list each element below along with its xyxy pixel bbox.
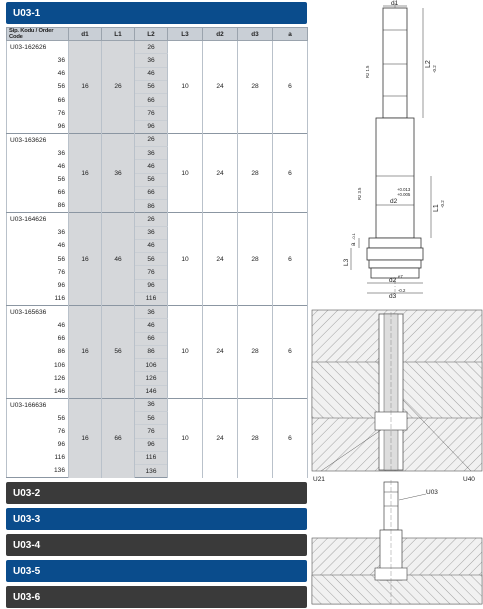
cell-order-code: 36 xyxy=(7,226,69,239)
table-row xyxy=(7,41,308,54)
cell-l2: 96 xyxy=(135,279,168,292)
cell-a: 6 xyxy=(273,41,308,134)
dim-d2-tol-bot: +0.005 xyxy=(397,192,411,197)
cell-l2: 96 xyxy=(135,438,168,451)
section-header-u03-6[interactable] xyxy=(6,586,307,608)
cell-order-code: 66 xyxy=(7,186,69,199)
label-u03: U03 xyxy=(426,489,438,496)
cell-d2: 24 xyxy=(203,133,238,213)
col-header-d1: d1 xyxy=(69,28,102,41)
cell-d2: 24 xyxy=(203,41,238,134)
cell-order-code: 136 xyxy=(7,465,69,478)
table-row xyxy=(7,213,308,226)
cell-order-code: 116 xyxy=(7,451,69,464)
cell-d3: 28 xyxy=(238,306,273,399)
cell-l2: 46 xyxy=(135,67,168,80)
table-body xyxy=(7,41,308,478)
table-row xyxy=(7,306,308,319)
dim-a-tol: -0.1 xyxy=(351,233,356,240)
cell-l2: 96 xyxy=(135,120,168,133)
label-u40: U40 xyxy=(463,476,475,483)
cell-order-code: 56 xyxy=(7,80,69,93)
cell-l2: 76 xyxy=(135,425,168,438)
cell-l2: 36 xyxy=(135,398,168,411)
cell-order-code: 86 xyxy=(7,200,69,213)
cell-order-code: U03-166636 xyxy=(7,398,69,411)
cell-order-code: 66 xyxy=(7,332,69,345)
cell-order-code: 96 xyxy=(7,438,69,451)
cell-a: 6 xyxy=(273,398,308,478)
cell-l2: 56 xyxy=(135,173,168,186)
cell-order-code: 36 xyxy=(7,147,69,160)
cell-order-code: 46 xyxy=(7,67,69,80)
cell-l3: 10 xyxy=(168,41,203,134)
section-label: U03-1 xyxy=(13,7,41,19)
cell-d1: 16 xyxy=(69,41,102,134)
col-header-a: a xyxy=(273,28,308,41)
technical-drawings xyxy=(311,0,483,609)
cell-l2: 26 xyxy=(135,133,168,146)
cell-l2: 66 xyxy=(135,186,168,199)
cell-d3: 28 xyxy=(238,41,273,134)
roughness-2: Rz 3.5 xyxy=(357,187,362,200)
dim-d3: d3 xyxy=(389,293,397,300)
cell-l2: 66 xyxy=(135,332,168,345)
cell-order-code: 56 xyxy=(7,412,69,425)
section-label: U03-4 xyxy=(13,539,41,551)
roughness-1: Rz 1.5 xyxy=(365,65,370,78)
cell-order-code: 96 xyxy=(7,279,69,292)
cell-order-code: 146 xyxy=(7,385,69,398)
dim-d2-tol-top: +0.013 xyxy=(397,187,411,192)
left-panel xyxy=(6,2,307,608)
cell-l2: 56 xyxy=(135,253,168,266)
cell-order-code: 96 xyxy=(7,120,69,133)
cell-order-code: 76 xyxy=(7,425,69,438)
section-label: U03-3 xyxy=(13,513,41,525)
col-header-order-code: Sip. Kodu / Order Code xyxy=(7,28,69,41)
cell-a: 6 xyxy=(273,306,308,399)
cell-d1: 16 xyxy=(69,133,102,213)
cell-l1: 26 xyxy=(102,41,135,134)
cell-d3: 28 xyxy=(238,398,273,478)
cell-l2: 36 xyxy=(135,54,168,67)
cell-l2: 86 xyxy=(135,345,168,358)
cell-d3: 28 xyxy=(238,133,273,213)
table-header-row xyxy=(7,28,308,41)
dim-d1: d1 xyxy=(391,0,399,7)
cell-order-code: U03-163626 xyxy=(7,133,69,146)
cell-a: 6 xyxy=(273,133,308,213)
cell-order-code: 46 xyxy=(7,160,69,173)
cell-order-code: 76 xyxy=(7,107,69,120)
part-drawing xyxy=(343,0,445,300)
cell-d2: 24 xyxy=(203,398,238,478)
cell-order-code: 126 xyxy=(7,372,69,385)
cell-d2: 24 xyxy=(203,306,238,399)
cell-l2: 116 xyxy=(135,451,168,464)
cell-d1: 16 xyxy=(69,213,102,306)
cell-order-code: 116 xyxy=(7,292,69,305)
dim-l1: L1 xyxy=(433,204,440,212)
cell-l2: 56 xyxy=(135,412,168,425)
assembly-drawing-2 xyxy=(312,480,482,606)
label-u21: U21 xyxy=(313,476,325,483)
cell-l2: 46 xyxy=(135,239,168,252)
cell-l2: 136 xyxy=(135,465,168,478)
cell-order-code: 56 xyxy=(7,173,69,186)
table-row xyxy=(7,398,308,411)
cell-l2: 36 xyxy=(135,226,168,239)
cell-order-code: 46 xyxy=(7,239,69,252)
col-header-d3: d3 xyxy=(238,28,273,41)
cell-l2: 26 xyxy=(135,213,168,226)
col-header-d2: d2 xyxy=(203,28,238,41)
cell-d1: 16 xyxy=(69,398,102,478)
cell-l2: 56 xyxy=(135,80,168,93)
cell-order-code: 46 xyxy=(7,319,69,332)
section-header-u03-1[interactable] xyxy=(6,2,307,24)
cell-l2: 26 xyxy=(135,41,168,54)
section-header-u03-3[interactable] xyxy=(6,508,307,530)
dim-d2-bottom-tol: e7 xyxy=(398,274,403,279)
section-label: U03-6 xyxy=(13,591,41,603)
section-label: U03-5 xyxy=(13,565,41,577)
cell-order-code: 36 xyxy=(7,54,69,67)
cell-order-code: 56 xyxy=(7,253,69,266)
cell-a: 6 xyxy=(273,213,308,306)
dim-d2-bottom: d2 xyxy=(389,277,397,284)
col-header-l3: L3 xyxy=(168,28,203,41)
cell-l2: 66 xyxy=(135,94,168,107)
cell-l3: 10 xyxy=(168,398,203,478)
cell-order-code: U03-164626 xyxy=(7,213,69,226)
drawing-canvas xyxy=(311,0,483,609)
cell-l2: 106 xyxy=(135,359,168,372)
cell-l3: 10 xyxy=(168,213,203,306)
cell-order-code: 106 xyxy=(7,359,69,372)
section-header-u03-4[interactable] xyxy=(6,534,307,556)
cell-d1: 16 xyxy=(69,306,102,399)
cell-l1: 56 xyxy=(102,306,135,399)
col-header-l1: L1 xyxy=(102,28,135,41)
section-header-u03-5[interactable] xyxy=(6,560,307,582)
cell-l2: 46 xyxy=(135,319,168,332)
section-header-u03-2[interactable] xyxy=(6,482,307,504)
cell-order-code: U03-165636 xyxy=(7,306,69,319)
cell-d3: 28 xyxy=(238,213,273,306)
cell-l1: 66 xyxy=(102,398,135,478)
spec-table xyxy=(6,27,308,478)
cell-l2: 86 xyxy=(135,200,168,213)
dim-a: a xyxy=(351,242,357,246)
dim-d3-tol: -0.2 xyxy=(398,288,406,293)
cell-l2: 46 xyxy=(135,160,168,173)
cell-l3: 10 xyxy=(168,133,203,213)
cell-l3: 10 xyxy=(168,306,203,399)
cell-order-code: 66 xyxy=(7,94,69,107)
cell-d2: 24 xyxy=(203,213,238,306)
assembly-drawing xyxy=(312,310,482,483)
cell-l1: 36 xyxy=(102,133,135,213)
cell-order-code: U03-162626 xyxy=(7,41,69,54)
cell-order-code: 86 xyxy=(7,345,69,358)
section-label: U03-2 xyxy=(13,487,41,499)
cell-l2: 76 xyxy=(135,107,168,120)
dim-l2-tol: -0.2 xyxy=(432,65,437,73)
cell-l2: 76 xyxy=(135,266,168,279)
cell-l1: 46 xyxy=(102,213,135,306)
dim-l2: L2 xyxy=(425,60,432,68)
cell-l2: 116 xyxy=(135,292,168,305)
table-row xyxy=(7,133,308,146)
dim-l1-tol: -0.2 xyxy=(440,200,445,208)
col-header-l2: L2 xyxy=(135,28,168,41)
cell-order-code: 76 xyxy=(7,266,69,279)
dim-d2: d2 xyxy=(390,198,398,205)
dim-l3: L3 xyxy=(343,258,350,266)
cell-l2: 146 xyxy=(135,385,168,398)
cell-l2: 36 xyxy=(135,306,168,319)
cell-l2: 36 xyxy=(135,147,168,160)
cell-l2: 126 xyxy=(135,372,168,385)
